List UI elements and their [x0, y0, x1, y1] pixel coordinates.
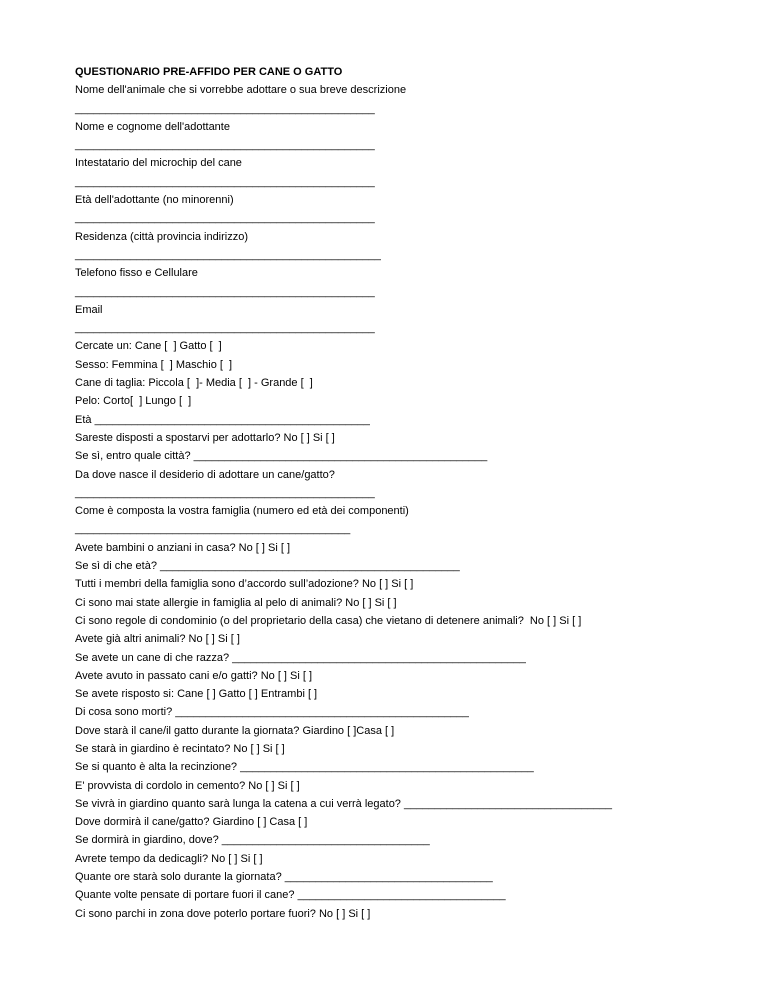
answer-line: _________________________________________________ [75, 212, 375, 225]
question-line: Di cosa sono morti? ________________________________________________ [75, 706, 469, 719]
question-line: Sareste disposti a spostarvi per adottarlo? No [ ] Si [ ] [75, 431, 335, 444]
question-line: Ci sono parchi in zona dove poterlo portare fuori? No [ ] Si [ ] [75, 907, 371, 920]
question-line: Sesso: Femmina [ ] Maschio [ ] [75, 358, 233, 371]
question-line: Avete avuto in passato cani e/o gatti? No [ ] Si [ ] [75, 669, 313, 682]
question-line: Età dell'adottante (no minorenni) [75, 194, 234, 207]
question-line: Se vivrà in giardino quanto sarà lunga la catena a cui verrà legato? __________________________________ [75, 797, 612, 810]
question-line: Email [75, 303, 103, 316]
question-line: Tutti i membri della famiglia sono d’accordo sull’adozione? No [ ] Si [ ] [75, 578, 414, 591]
answer-line: _________________________________________________ [75, 322, 375, 335]
document-title: QUESTIONARIO PRE-AFFIDO PER CANE O GATTO [75, 66, 343, 78]
question-line: Quante volte pensate di portare fuori il cane? __________________________________ [75, 889, 506, 902]
question-line: Pelo: Corto[ ] Lungo [ ] [75, 395, 192, 408]
question-line: Dove dormirà il cane/gatto? Giardino [ ] Casa [ ] [75, 816, 308, 829]
answer-line: _________________________________________________ [75, 102, 375, 115]
question-line: Età _____________________________________________ [75, 413, 370, 426]
questionnaire-page [75, 63, 735, 923]
question-line: Se si quanto è alta la recinzione? ________________________________________________ [75, 761, 534, 774]
question-line: Avete già altri animali? No [ ] Si [ ] [75, 633, 240, 646]
answer-line: __________________________________________________ [75, 248, 381, 261]
answer-line: _________________________________________________ [75, 175, 375, 188]
question-line: Telefono fisso e Cellulare [75, 267, 198, 280]
question-line: Dove starà il cane/il gatto durante la giornata? Giardino [ ]Casa [ ] [75, 724, 395, 737]
question-line: Se sì di che età? _________________________________________________ [75, 560, 460, 573]
question-line: Se starà in giardino è recintato? No [ ] Si [ ] [75, 742, 285, 755]
answer-line: _________________________________________________ [75, 486, 375, 499]
question-line: Se avete un cane di che razza? ________________________________________________ [75, 651, 526, 664]
question-line: Se avete risposto si: Cane [ ] Gatto [ ] Entrambi [ ] [75, 688, 318, 701]
question-line: Ci sono mai state allergie in famiglia al pelo di animali? No [ ] Si [ ] [75, 596, 397, 609]
question-line: Avete bambini o anziani in casa? No [ ] Si [ ] [75, 541, 291, 554]
question-line: Residenza (città provincia indirizzo) [75, 230, 249, 243]
question-line: Cercate un: Cane [ ] Gatto [ ] [75, 340, 222, 353]
question-line: Se dormirà in giardino, dove? __________________________________ [75, 834, 430, 847]
answer-line: _____________________________________________ [75, 523, 351, 536]
question-line: E' provvista di cordolo in cemento? No [ ] Si [ ] [75, 779, 300, 792]
answer-line: _________________________________________________ [75, 139, 375, 152]
question-line: Da dove nasce il desiderio di adottare un cane/gatto? [75, 468, 335, 481]
question-line: Ci sono regole di condominio (o del proprietario della casa) che vietano di detenere animali? No [ ] Si [ ] [75, 614, 582, 627]
question-line: Avrete tempo da dedicagli? No [ ] Si [ ] [75, 852, 263, 865]
question-line: Intestatario del microchip del cane [75, 157, 242, 170]
question-line: Nome dell'animale che si vorrebbe adottare o sua breve descrizione [75, 84, 407, 97]
question-line: Cane di taglia: Piccola [ ]- Media [ ] - Grande [ ] [75, 377, 313, 390]
question-line: Come è composta la vostra famiglia (numero ed età dei componenti) [75, 505, 409, 518]
question-line: Nome e cognome dell'adottante [75, 120, 230, 133]
question-line: Quante ore starà solo durante la giornata? __________________________________ [75, 871, 493, 884]
answer-line: _________________________________________________ [75, 285, 375, 298]
question-line: Se sì, entro quale città? ________________________________________________ [75, 450, 488, 463]
